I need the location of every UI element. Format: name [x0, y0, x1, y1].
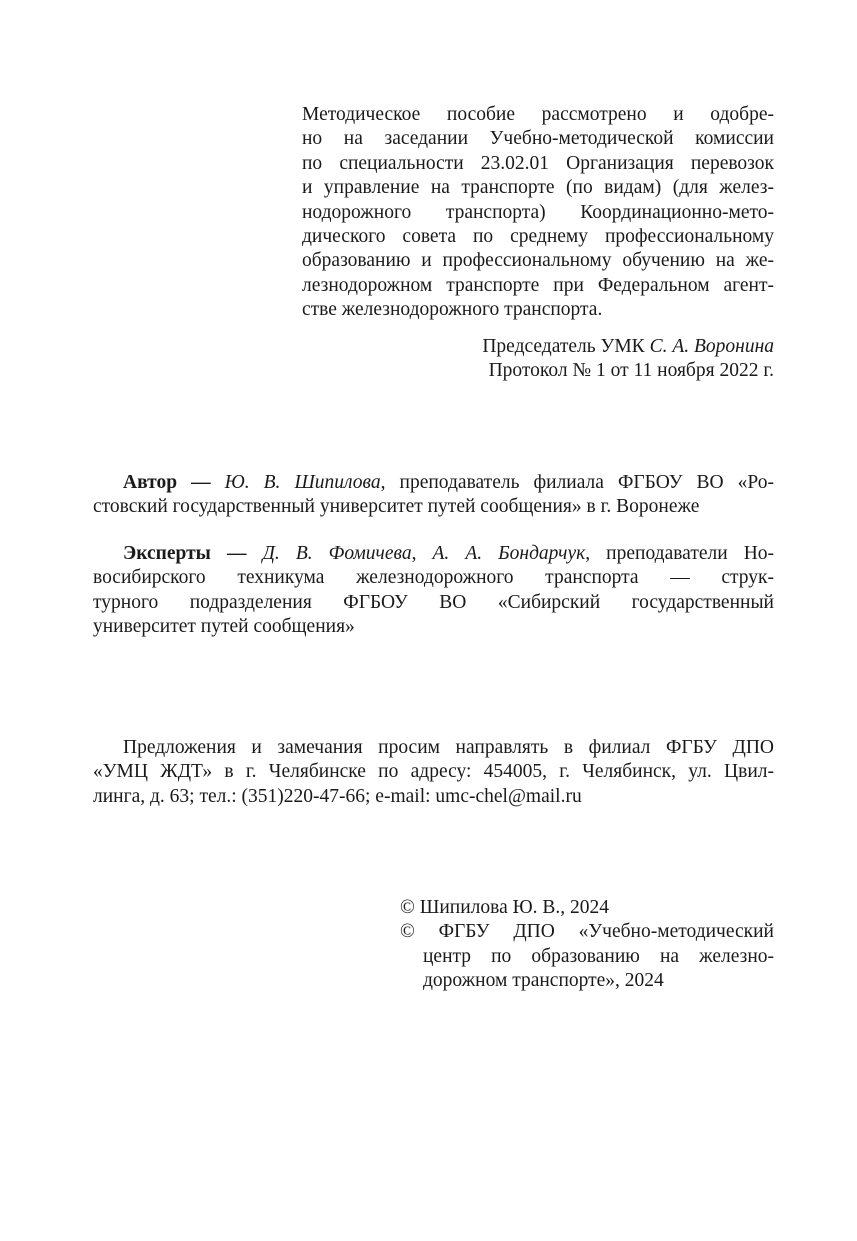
copyright-publisher: © ФГБУ ДПО «Учебно-методический — [400, 921, 774, 943]
experts-line — [93, 542, 774, 566]
chair-line — [380, 335, 774, 359]
chair-block — [380, 335, 774, 384]
approval-line: дического совета по среднему профессиональному — [302, 226, 774, 248]
author-line — [93, 471, 774, 495]
feedback-line-text: Предложения и замечания просим направлять в филиал ФГБУ ДПО — [123, 737, 774, 758]
feedback-line: линга, д. 63; тел.: (351)220-47-66; e-mail: umc-chel@mail.ru — [93, 785, 582, 807]
author-label: Автор — — [123, 472, 211, 493]
author-line1-rest: , преподаватель филиала ФГБОУ ВО «Ро- — [380, 472, 775, 493]
approval-line: и управление на транспорте (по видам) (для желез- — [302, 177, 774, 199]
protocol-line: Протокол № 1 от 11 ноября 2022 г. — [488, 360, 774, 382]
approval-line: но на заседании Учебно-методической комиссии — [302, 128, 774, 150]
expert-name-1: Д. В. Фомичева — [262, 543, 412, 564]
approval-line: образованию и профессиональному обучению на же- — [302, 250, 774, 272]
author-line: стовский государственный университет путей сообщения» в г. Воронеже — [93, 496, 700, 518]
approval-paragraph — [302, 103, 774, 323]
approval-line: по специальности 23.02.01 Организация перевозок — [302, 152, 774, 174]
approval-line: стве железнодорожного транспорта. — [302, 299, 603, 321]
approval-line: Методическое пособие рассмотрено и одобре- — [302, 104, 774, 125]
feedback-line — [93, 736, 774, 760]
author-name: Ю. В. Шипилова — [224, 472, 381, 493]
copyright-block — [400, 896, 774, 994]
copyright-publisher-cont: центр по образованию на железно- — [423, 945, 774, 967]
experts-line1-rest: , преподаватели Но- — [585, 543, 775, 564]
copyright-publisher-cont: дорожном транспорте», 2024 — [423, 970, 664, 992]
approval-line: нодорожного транспорта) Координационно-мето- — [302, 201, 774, 223]
experts-paragraph — [93, 542, 774, 640]
experts-separator: , — [411, 543, 417, 564]
feedback-line: «УМЦ ЖДТ» в г. Челябинске по адресу: 454005, г. Челябинск, ул. Цвил- — [93, 761, 774, 783]
approval-line: лезнодорожном транспорте при Федеральном агент- — [302, 274, 774, 296]
expert-name-2: А. А. Бондарчук — [432, 543, 586, 564]
chair-label: Председатель УМК — [482, 336, 645, 357]
experts-label: Эксперты — — [123, 543, 247, 564]
experts-line: университет путей сообщения» — [93, 616, 355, 638]
chair-name: С. А. Воронина — [649, 336, 774, 357]
experts-line: восибирского техникума железнодорожного транспорта — струк- — [93, 567, 774, 589]
feedback-paragraph — [93, 736, 774, 809]
copyright-author: © Шипилова Ю. В., 2024 — [400, 897, 610, 918]
author-paragraph — [93, 471, 774, 520]
experts-line: турного подразделения ФГБОУ ВО «Сибирский государственный — [93, 591, 774, 613]
